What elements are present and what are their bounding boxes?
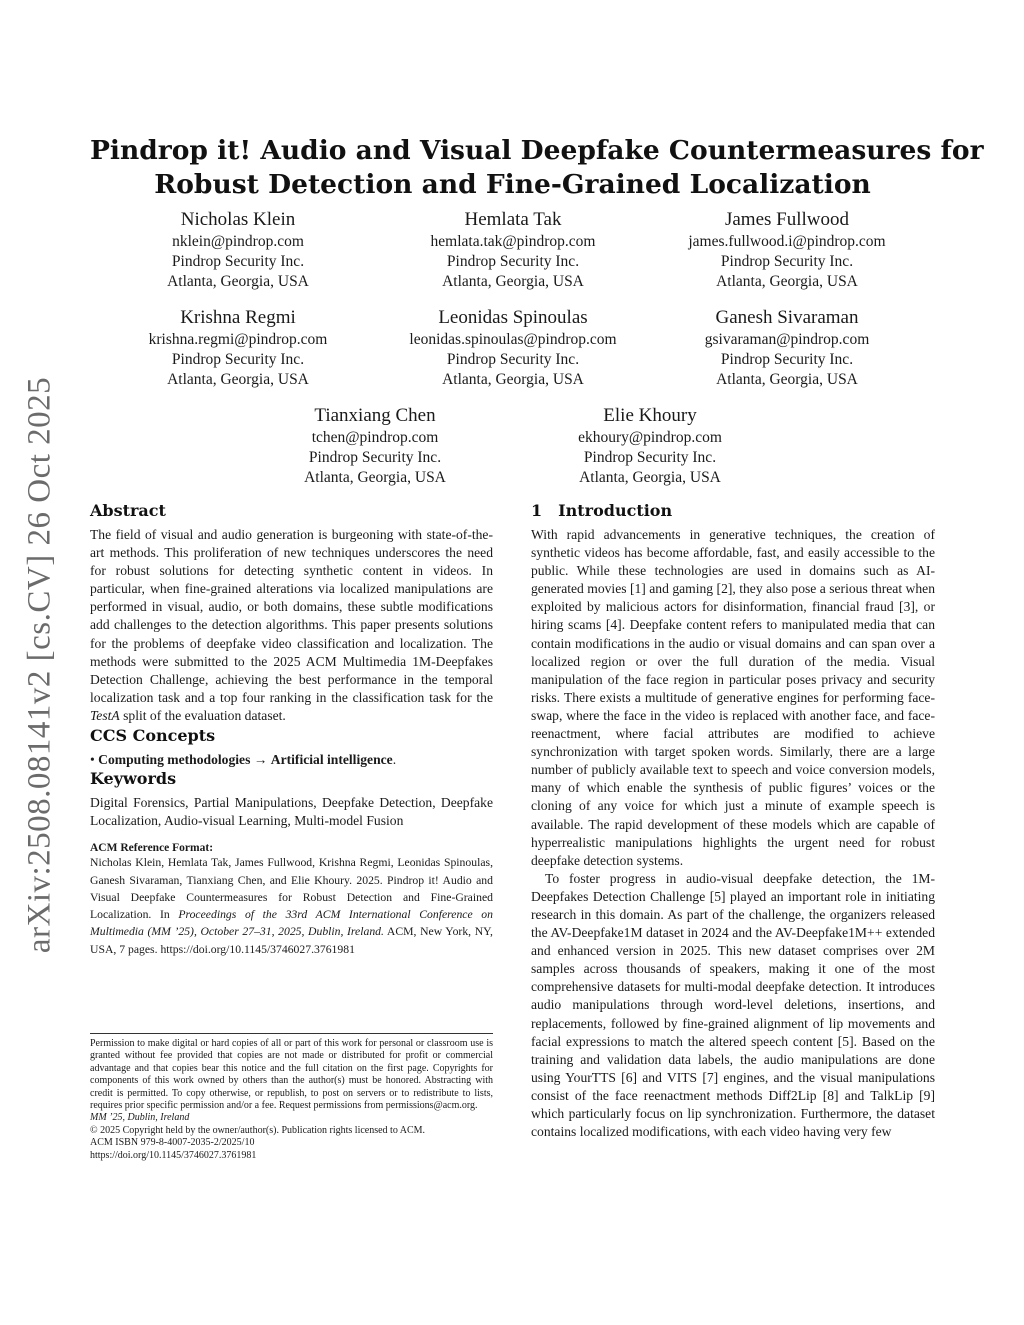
acm-reference-text <box>90 854 493 958</box>
ccs-heading: CCS Concepts <box>90 726 216 746</box>
ccs-period: . <box>392 752 397 768</box>
keywords-heading: Keywords <box>90 769 177 789</box>
keywords-text: Digital Forensics, Partial Manipulations, Deepfake Detection, Deepfake Localization, Audio-visual Learning, Multi-model Fusion <box>90 795 493 829</box>
section-title: Introduction <box>558 501 673 520</box>
author-affiliation: Pindrop Security Inc. <box>308 449 442 466</box>
author-affiliation: Pindrop Security Inc. <box>171 351 305 368</box>
doi-link[interactable]: https://doi.org/10.1145/3746027.3761981 <box>90 1149 257 1161</box>
author-name: Ganesh Sivaraman <box>715 307 859 328</box>
author-name: Leonidas Spinoulas <box>438 307 588 328</box>
abstract-heading: Abstract <box>90 501 166 520</box>
bullet-icon: • <box>90 752 95 768</box>
author-affiliation: Pindrop Security Inc. <box>446 351 580 368</box>
ccs-item-ai: Artificial intelligence <box>270 752 393 768</box>
venue-italic: MM ’25, Dublin, Ireland <box>90 1112 190 1124</box>
author-block <box>373 307 653 390</box>
author-email[interactable]: krishna.regmi@pindrop.com <box>148 331 328 348</box>
introduction-heading <box>531 500 935 522</box>
author-affiliation: Pindrop Security Inc. <box>720 253 854 270</box>
author-email[interactable]: hemlata.tak@pindrop.com <box>430 233 596 250</box>
abstract-text-main: The field of visual and audio generation is burgeoning with state-of-the-art methods. This proliferation of new techniques underscores the need for robust solutions for detecting synthetic content in videos. In particular, when fine-grained alterations via localized manipulations are performed in visual, audio, or both domains, these subtle modifications add challenges to the detection algorithms. This paper presents solutions for the problems of deepfake video classification and localization. The methods were submitted to the 2025 ACM Multimedia 1M-Deepfakes Detection Challenge, achieving the best performance in the temporal localization task and a top four ranking in the classification task for the <box>90 527 493 705</box>
author-email[interactable]: gsivaraman@pindrop.com <box>704 331 870 348</box>
abstract-testa-italic: TestA <box>90 707 120 723</box>
intro-paragraph-1: With rapid advancements in generative techniques, the creation of synthetic videos has become affordable, fast, and easily accessible to the public. While these technologies are used in domains such as AI-generated movies [1] and gaming [2], they also pose a serious threat when exploited by malicious actors for disinformation, financial fraud [3], or hiring scams [4]. Deepfake content refers to manipulated media that can contain modifications in the audio or visual domains and can span over a localized region or over the full duration of the media. Visual manipulation of the face region in particular poses privacy and security risks. There exists a multitude of generative engines for performing face-swap, where the face in the video is replaced with another face, and face-reenactment, where facial attributes are modified to achieve synchronization with target spoken words. Similarly, there are a large number of publicly available text to speech and voice conversion models, many of which enable the synthesis of public figures’ voices or the cloning of any voice for which just a minute of example speech is available. The rapid development of these models which are capable of hyperrealistic manipulations highlights the urgent need for robust deepfake detection systems. <box>531 527 935 868</box>
ccs-concept-line <box>90 752 493 768</box>
ccs-item-computing: Computing methodologies <box>98 752 251 768</box>
section-number: 1 <box>531 501 543 520</box>
author-block <box>98 307 378 390</box>
author-location: Atlanta, Georgia, USA <box>579 469 721 486</box>
acm-reference-heading: ACM Reference Format: <box>90 842 214 855</box>
acm-reference-proceedings: Proceedings of the 33rd ACM International Conference on Multimedia (MM ’25), October 27–31, 2025, Dublin, Ireland. <box>90 908 493 939</box>
arrow-right-icon: → <box>253 752 268 768</box>
arxiv-stamp <box>20 372 60 957</box>
author-location: Atlanta, Georgia, USA <box>716 273 858 290</box>
author-location: Atlanta, Georgia, USA <box>442 273 584 290</box>
author-email[interactable]: tchen@pindrop.com <box>311 429 439 446</box>
title-line-2: Robust Detection and Fine-Grained Localization <box>154 169 871 200</box>
arxiv-stamp-text: arXiv:2508.08141v2 [cs.CV] 26 Oct 2025 <box>21 376 58 953</box>
author-name: James Fullwood <box>724 209 850 230</box>
footnote-divider <box>90 1033 493 1034</box>
abstract-text-end: split of the evaluation dataset. <box>119 707 286 723</box>
author-block <box>647 307 927 390</box>
abstract-text <box>90 526 493 725</box>
author-email[interactable]: james.fullwood.i@pindrop.com <box>688 233 886 250</box>
permission-text: Permission to make digital or hard copies of all or part of this work for personal or classroom use is granted without fee provided that copies are not made or distributed for profit or commercial advantage and that copies bear this notice and the full citation on the first page. Copyrights for components of this work owned by others than the author(s) must be honored. Abstracting with credit is permitted. To copy otherwise, or republish, to post on servers or to redistribute to lists, requires prior specific permission and/or a fee. Request permissions from permissions@acm.org. <box>90 1038 493 1112</box>
venue-text <box>90 1112 493 1124</box>
acm-reference-doi[interactable]: ACM, New York, NY, USA, 7 pages. https://doi.org/10.1145/3746027.3761981 <box>90 925 493 956</box>
paper-title <box>90 134 984 202</box>
author-name: Nicholas Klein <box>180 209 296 230</box>
author-affiliation: Pindrop Security Inc. <box>446 253 580 270</box>
author-name: Elie Khoury <box>603 405 697 426</box>
right-column <box>531 500 935 1141</box>
author-affiliation: Pindrop Security Inc. <box>583 449 717 466</box>
acm-reference-main: Nicholas Klein, Hemlata Tak, James Fullwood, Krishna Regmi, Leonidas Spinoulas, Ganesh Sivaraman, Tianxiang Chen, and Elie Khoury. 2025. Pindrop it! Audio and Visual Deepfake Countermeasures for Robust Detection and Fine-Grained Localization. In <box>90 856 493 922</box>
left-column <box>90 500 493 958</box>
author-name: Krishna Regmi <box>180 307 296 328</box>
author-location: Atlanta, Georgia, USA <box>167 371 309 388</box>
author-block <box>235 405 515 488</box>
author-block <box>510 405 790 488</box>
copyright-text: © 2025 Copyright held by the owner/author(s). Publication rights licensed to ACM. <box>90 1124 426 1136</box>
author-email[interactable]: leonidas.spinoulas@pindrop.com <box>409 331 617 348</box>
author-affiliation: Pindrop Security Inc. <box>720 351 854 368</box>
author-email[interactable]: nklein@pindrop.com <box>172 233 304 250</box>
intro-paragraph-2: To foster progress in audio-visual deepfake detection, the 1M-Deepfakes Detection Challenge [5] played an important role in initiating research in this domain. As part of the challenge, the organizers released the AV-Deepfake1M dataset in 2024 and the AV-Deepfake1M++ extended and enhanced version in 2025. This new dataset comprises over 2M samples across thousands of speakers, making it one of the most comprehensive datasets for multi-modal deepfake detection. It introduces audio manipulations through word-level deletions, insertions, and replacements, followed by fine-grained alignment of lip movements and facial expressions to match the altered speech content [5]. Based on the training and validation data labels, the audio manipulations are done using YourTTS [6] and VITS [7] engines, and the visual manipulations consist of the face reenactment methods Diff2Lip [8] and TalkLip [9] which particularly focus on lip synchronization. Furthermore, the dataset contains localized modifications, with each video having very few <box>531 870 935 1140</box>
author-location: Atlanta, Georgia, USA <box>167 273 309 290</box>
author-block <box>647 209 927 292</box>
author-name: Hemlata Tak <box>464 209 562 230</box>
permission-footnote <box>90 1038 493 1162</box>
author-email[interactable]: ekhoury@pindrop.com <box>578 429 722 446</box>
author-block <box>373 209 653 292</box>
author-location: Atlanta, Georgia, USA <box>304 469 446 486</box>
author-location: Atlanta, Georgia, USA <box>716 371 858 388</box>
author-name: Tianxiang Chen <box>314 405 436 426</box>
author-block <box>98 209 378 292</box>
isbn-text: ACM ISBN 979-8-4007-2035-2/2025/10 <box>90 1137 255 1149</box>
title-line-1: Pindrop it! Audio and Visual Deepfake Countermeasures for <box>90 135 984 166</box>
author-location: Atlanta, Georgia, USA <box>442 371 584 388</box>
author-affiliation: Pindrop Security Inc. <box>171 253 305 270</box>
